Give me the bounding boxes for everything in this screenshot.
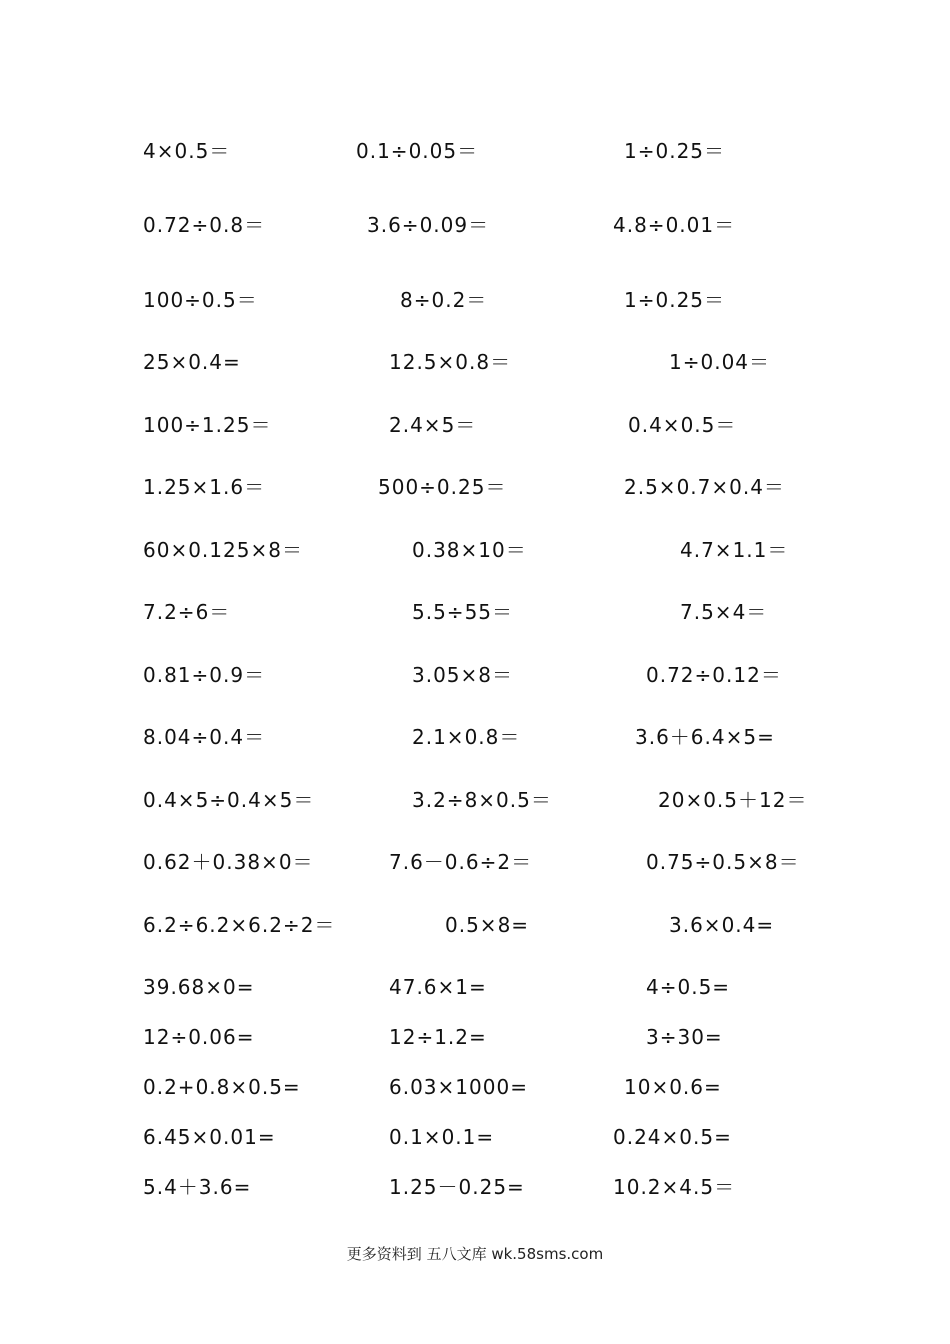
problem: 0.81÷0.9＝ xyxy=(143,663,266,687)
problem-row-3 xyxy=(0,285,950,315)
problem: 0.24×0.5= xyxy=(613,1125,732,1149)
problem-row-8 xyxy=(0,597,950,627)
problem-row-9 xyxy=(0,660,950,690)
problem-row-11 xyxy=(0,785,950,815)
problem: 1.25－0.25= xyxy=(389,1175,525,1199)
problem: 100÷0.5＝ xyxy=(143,288,258,312)
problem: 2.1×0.8＝ xyxy=(412,725,521,749)
problem: 8÷0.2＝ xyxy=(400,288,488,312)
problem: 5.4＋3.6= xyxy=(143,1175,252,1199)
problem: 3.6×0.4= xyxy=(669,913,775,937)
problem: 0.38×10＝ xyxy=(412,538,527,562)
problem: 4.7×1.1＝ xyxy=(680,538,789,562)
problem: 5.5÷55＝ xyxy=(412,600,514,624)
problem: 12.5×0.8＝ xyxy=(389,350,512,374)
problem: 8.04÷0.4＝ xyxy=(143,725,266,749)
problem: 0.62＋0.38×0＝ xyxy=(143,850,314,874)
problem: 3.2÷8×0.5＝ xyxy=(412,788,552,812)
problem: 1.25×1.6＝ xyxy=(143,475,266,499)
problem-row-6 xyxy=(0,472,950,502)
problem: 6.2÷6.2×6.2÷2＝ xyxy=(143,913,336,937)
problem: 0.1÷0.05＝ xyxy=(356,139,479,163)
problem: 0.4×0.5＝ xyxy=(628,413,737,437)
problem-row-10 xyxy=(0,722,950,752)
problem-row-15 xyxy=(0,1022,950,1052)
problem: 0.5×8= xyxy=(445,913,530,937)
problem-row-1 xyxy=(0,136,950,166)
problem: 7.6－0.6÷2＝ xyxy=(389,850,533,874)
problem-row-4 xyxy=(0,347,950,377)
problem-row-5 xyxy=(0,410,950,440)
problem: 100÷1.25＝ xyxy=(143,413,272,437)
problem: 10×0.6= xyxy=(624,1075,722,1099)
problem: 2.5×0.7×0.4＝ xyxy=(624,475,785,499)
problem: 0.75÷0.5×8＝ xyxy=(646,850,800,874)
problem: 25×0.4= xyxy=(143,350,241,374)
problem: 3.05×8＝ xyxy=(412,663,514,687)
problem: 10.2×4.5＝ xyxy=(613,1175,736,1199)
footer-watermark: 更多资料到 五八文库 wk.58sms.com xyxy=(346,1245,604,1263)
problem: 47.6×1= xyxy=(389,975,487,999)
problem: 12÷1.2= xyxy=(389,1025,487,1049)
problem-row-2 xyxy=(0,210,950,240)
problem: 0.1×0.1= xyxy=(389,1125,495,1149)
problem: 7.2÷6＝ xyxy=(143,600,231,624)
problem: 4×0.5＝ xyxy=(143,139,231,163)
problem-row-17 xyxy=(0,1122,950,1152)
problem: 7.5×4＝ xyxy=(680,600,768,624)
problem: 6.03×1000= xyxy=(389,1075,528,1099)
problem: 6.45×0.01= xyxy=(143,1125,276,1149)
problem: 60×0.125×8＝ xyxy=(143,538,303,562)
problem: 3÷30= xyxy=(646,1025,723,1049)
problem: 12÷0.06= xyxy=(143,1025,255,1049)
problem-row-16 xyxy=(0,1072,950,1102)
problem: 4.8÷0.01＝ xyxy=(613,213,736,237)
problem: 0.72÷0.12＝ xyxy=(646,663,782,687)
problem-row-18 xyxy=(0,1172,950,1202)
problem: 39.68×0= xyxy=(143,975,255,999)
problem: 1÷0.25＝ xyxy=(624,288,726,312)
problem: 1÷0.25＝ xyxy=(624,139,726,163)
problem: 4÷0.5= xyxy=(646,975,731,999)
problem-row-14 xyxy=(0,972,950,1002)
problem: 20×0.5＋12＝ xyxy=(658,788,808,812)
problem-row-12 xyxy=(0,847,950,877)
problem: 0.4×5÷0.4×5＝ xyxy=(143,788,315,812)
problem: 1÷0.04＝ xyxy=(669,350,771,374)
problem: 0.2+0.8×0.5= xyxy=(143,1075,301,1099)
problem-row-13 xyxy=(0,910,950,940)
problem-row-7 xyxy=(0,535,950,565)
problem: 0.72÷0.8＝ xyxy=(143,213,266,237)
problem: 2.4×5＝ xyxy=(389,413,477,437)
problem: 3.6÷0.09＝ xyxy=(367,213,490,237)
problem: 500÷0.25＝ xyxy=(378,475,507,499)
problem: 3.6＋6.4×5= xyxy=(635,725,775,749)
